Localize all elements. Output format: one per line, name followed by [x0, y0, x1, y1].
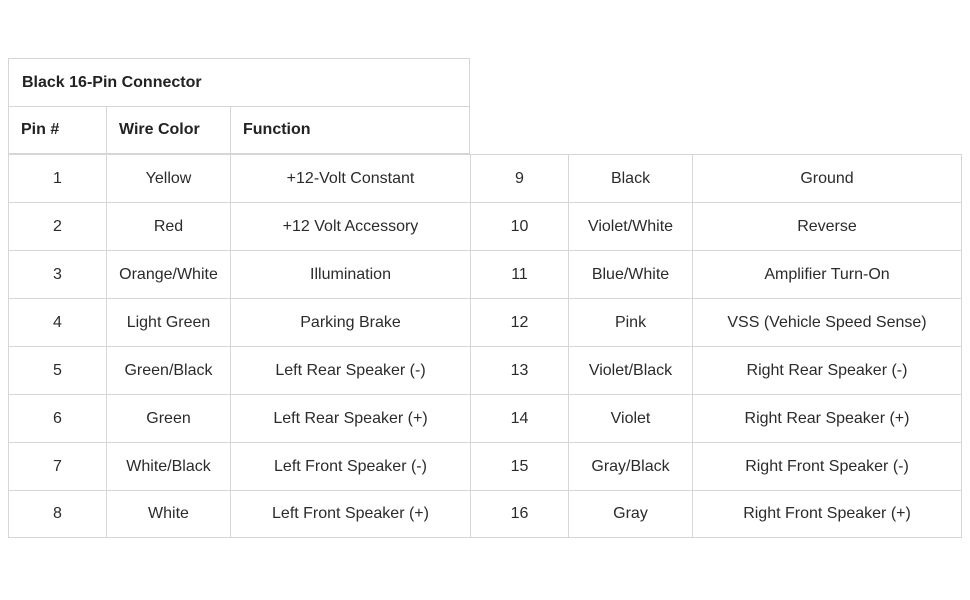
table-cell-pin: 6: [8, 394, 106, 442]
header-function: Function: [230, 106, 470, 154]
table-cell-pin: 13: [470, 346, 568, 394]
header-pin: Pin #: [8, 106, 106, 154]
table-cell-pin: 9: [470, 154, 568, 202]
table-cell-wire-color: Orange/White: [106, 250, 230, 298]
table-cell-function: Reverse: [692, 202, 962, 250]
table-cell-function: Ground: [692, 154, 962, 202]
table-cell-pin: 5: [8, 346, 106, 394]
table-cell-wire-color: Black: [568, 154, 692, 202]
table-cell-pin: 14: [470, 394, 568, 442]
table-cell-function: Left Front Speaker (-): [230, 442, 470, 490]
table-cell-function: Right Front Speaker (-): [692, 442, 962, 490]
table-cell-wire-color: Gray: [568, 490, 692, 538]
table-cell-pin: 16: [470, 490, 568, 538]
table-cell-pin: 7: [8, 442, 106, 490]
table-cell-function: Illumination: [230, 250, 470, 298]
table-cell-pin: 10: [470, 202, 568, 250]
pinout-table-body: [8, 154, 962, 538]
table-title: Black 16-Pin Connector: [8, 58, 470, 106]
table-cell-function: VSS (Vehicle Speed Sense): [692, 298, 962, 346]
table-cell-pin: 11: [470, 250, 568, 298]
table-cell-wire-color: Pink: [568, 298, 692, 346]
table-cell-wire-color: Gray/Black: [568, 442, 692, 490]
table-header-row: [8, 106, 470, 154]
table-cell-wire-color: Green: [106, 394, 230, 442]
table-cell-function: Left Rear Speaker (-): [230, 346, 470, 394]
table-cell-pin: 12: [470, 298, 568, 346]
table-cell-wire-color: Violet/Black: [568, 346, 692, 394]
table-cell-pin: 2: [8, 202, 106, 250]
table-cell-wire-color: Violet/White: [568, 202, 692, 250]
table-cell-function: Right Rear Speaker (-): [692, 346, 962, 394]
table-cell-function: +12-Volt Constant: [230, 154, 470, 202]
table-cell-wire-color: White: [106, 490, 230, 538]
table-cell-pin: 3: [8, 250, 106, 298]
table-cell-wire-color: Light Green: [106, 298, 230, 346]
table-cell-pin: 8: [8, 490, 106, 538]
table-cell-wire-color: White/Black: [106, 442, 230, 490]
table-cell-wire-color: Blue/White: [568, 250, 692, 298]
table-cell-function: Parking Brake: [230, 298, 470, 346]
table-cell-function: +12 Volt Accessory: [230, 202, 470, 250]
table-cell-wire-color: Yellow: [106, 154, 230, 202]
table-cell-function: Right Rear Speaker (+): [692, 394, 962, 442]
table-cell-pin: 15: [470, 442, 568, 490]
table-cell-wire-color: Violet: [568, 394, 692, 442]
table-cell-pin: 1: [8, 154, 106, 202]
table-cell-function: Left Rear Speaker (+): [230, 394, 470, 442]
table-cell-pin: 4: [8, 298, 106, 346]
table-cell-wire-color: Green/Black: [106, 346, 230, 394]
table-cell-wire-color: Red: [106, 202, 230, 250]
table-cell-function: Amplifier Turn-On: [692, 250, 962, 298]
table-cell-function: Right Front Speaker (+): [692, 490, 962, 538]
header-wire-color: Wire Color: [106, 106, 230, 154]
table-cell-function: Left Front Speaker (+): [230, 490, 470, 538]
